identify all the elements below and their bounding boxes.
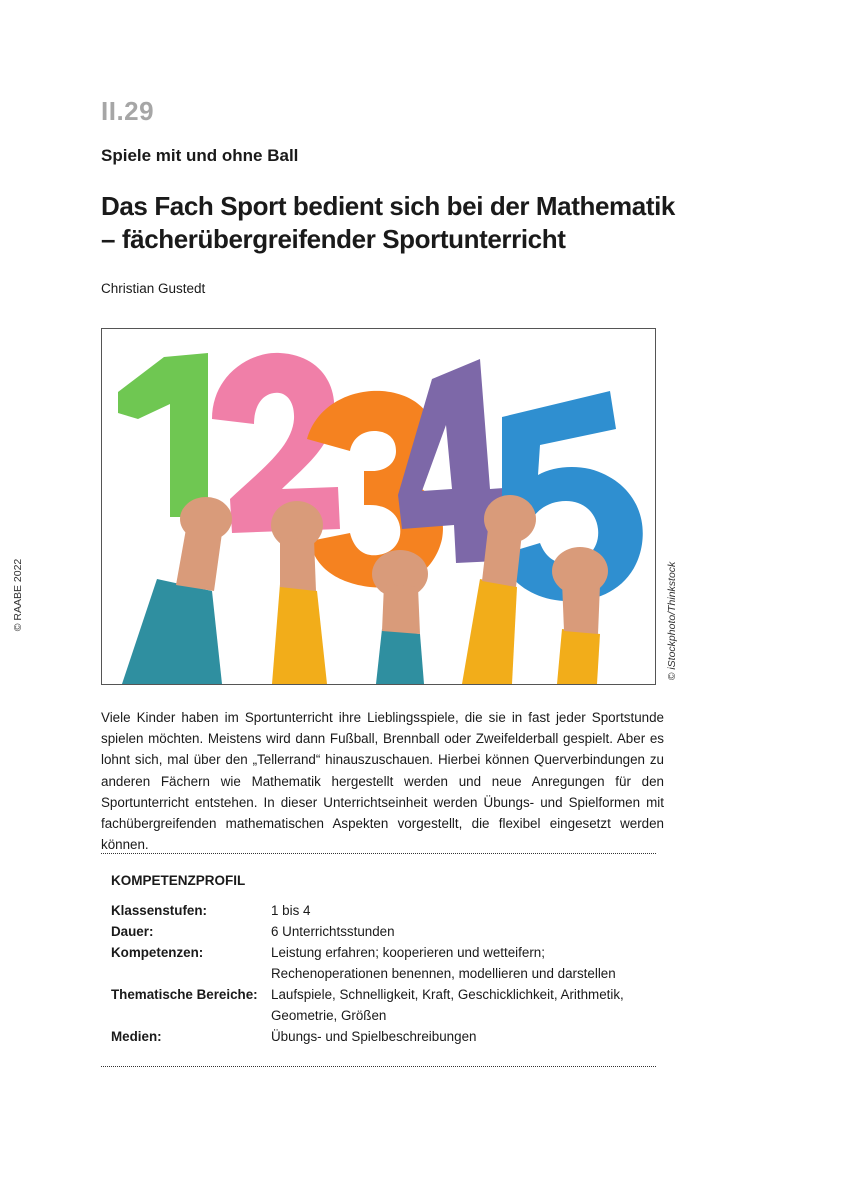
sleeve-teal-2	[376, 629, 424, 684]
kompetenzprofil-label: Dauer:	[111, 924, 154, 939]
digit-two	[212, 353, 340, 533]
kompetenzprofil-value: Laufspiele, Schnelligkeit, Kraft, Geschicklichkeit, Arithmetik, Geometrie, Größen	[271, 987, 624, 1023]
kompetenzprofil-row	[111, 942, 656, 984]
kompetenzprofil-row	[111, 1026, 656, 1047]
divider-top	[101, 853, 656, 854]
copyright-note: © RAABE 2022	[12, 558, 24, 632]
author: Christian Gustedt	[101, 281, 206, 296]
kompetenzprofil-label: Klassenstufen:	[111, 903, 207, 918]
arm-5	[562, 581, 600, 634]
sleeve-yellow-3	[557, 629, 600, 684]
photo-credit: © iStockphoto/Thinkstock	[666, 561, 678, 681]
page-title-line-2: – fächerübergreifender Sportunterricht	[101, 224, 566, 254]
arm-2	[280, 537, 316, 591]
kompetenzprofil-label: Medien:	[111, 1029, 162, 1044]
arm-3	[382, 584, 420, 634]
kompetenzprofil-heading: KOMPETENZPROFIL	[111, 873, 246, 888]
kompetenzprofil-table	[111, 900, 656, 1047]
page-title-line-1: Das Fach Sport bedient sich bei der Mathematik	[101, 191, 675, 221]
kompetenzprofil-value: 6 Unterrichtsstunden	[271, 924, 395, 939]
kompetenzprofil-value: 1 bis 4	[271, 903, 311, 918]
series-title: Spiele mit und ohne Ball	[101, 146, 299, 165]
numbers-photo	[101, 328, 656, 685]
sleeve-teal-1	[122, 579, 222, 684]
sleeve-yellow-2	[462, 579, 517, 684]
kompetenzprofil-row	[111, 900, 656, 921]
sleeve-yellow-1	[272, 584, 327, 684]
kompetenzprofil-label: Thematische Bereiche:	[111, 987, 258, 1002]
intro-paragraph: Viele Kinder haben im Sportunterricht ihre Lieblingsspiele, die sie in fast jeder Sportstunde spielen möchten. Meistens wird dann Fußball, Brennball oder Zweifelderball gespielt. Aber es lohnt sich, mal über den „Tellerrand“ hinauszuschauen. Hierbei können Querverbindungen zu anderen Fächern wie Mathematik hergestellt werden und neue Anregungen für den Sportunterricht entstehen. In dieser Unterrichtseinheit werden Übungs- und Spielformen mit fachübergreifenden mathematischen Aspekten vorgestellt, die flexibel eingesetzt werden können.	[101, 710, 664, 853]
section-number: II.29	[101, 96, 155, 126]
kompetenzprofil-value: Übungs- und Spielbeschreibungen	[271, 1029, 477, 1044]
page-title	[101, 190, 701, 256]
kompetenzprofil-label: Kompetenzen:	[111, 945, 204, 960]
numbers-illustration	[102, 329, 655, 684]
arm-4	[482, 529, 522, 587]
kompetenzprofil-row	[111, 984, 656, 1026]
divider-bottom	[101, 1066, 656, 1067]
kompetenzprofil-value: Leistung erfahren; kooperieren und wetteifern; Rechenoperationen benennen, modellieren und darstellen	[271, 945, 616, 981]
kompetenzprofil-row	[111, 921, 656, 942]
